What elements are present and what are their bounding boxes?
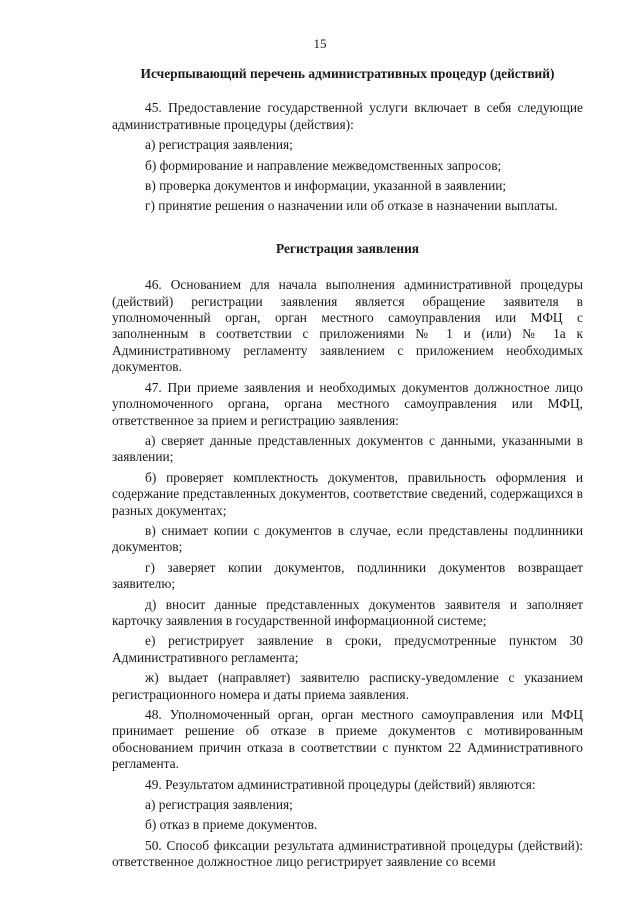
- paragraph-47-text: 47. При приеме заявления и необходимых документов должностное лицо уполномоченного органа, органа местного самоуправления или МФЦ, ответственное за прием и регистрацию заявления:: [112, 379, 583, 428]
- list-item: е) регистрирует заявление в сроки, предусмотренные пунктом 30 Административного регламента;: [112, 633, 583, 665]
- list-item: а) регистрация заявления;: [145, 797, 293, 813]
- section-heading-procedures: Исчерпывающий перечень административных процедур (действий): [140, 66, 555, 81]
- list-item: г) заверяет копии документов, подлинники документов возвращает заявителю;: [112, 559, 583, 592]
- list-item: б) формирование и направление межведомственных запросов;: [145, 157, 502, 173]
- list-item: а) регистрация заявления;: [145, 137, 293, 153]
- page-number: 15: [313, 36, 327, 51]
- list-item: в) снимает копии с документов в случае, если представлены подлинники документов;: [112, 522, 583, 555]
- list-item: б) проверяет комплектность документов, правильность оформления и содержание представленных документов, соответствие сведений, содержащихся в разных документах;: [112, 469, 583, 518]
- paragraph-45: [112, 100, 583, 214]
- list-item: а) сверяет данные представленных документов с данными, указанными в заявлении;: [112, 432, 583, 465]
- paragraph-49: [112, 777, 583, 834]
- list-item: б) отказ в приеме документов.: [145, 817, 318, 833]
- paragraph-45-text: 45. Предоставление государственной услуги включает в себя следующие административные процедуры (действия):: [112, 100, 583, 132]
- document-body: [112, 66, 583, 875]
- list-item: г) принятие решения о назначении или об отказе в назначении выплаты.: [145, 198, 558, 214]
- paragraph-50: 50. Способ фиксации результата административной процедуры (действий): ответственное должностное лицо регистрирует заявление со всеми: [112, 837, 583, 870]
- paragraph-48: 48. Уполномоченный орган, орган местного самоуправления или МФЦ принимает решение об отказе в приеме документов с мотивированным обоснованием причин отказа в соответствии с пунктом 22 Административного регламента.: [112, 707, 583, 772]
- list-item: д) вносит данные представленных документов заявителя и заполняет карточку заявления в государственной информационной системе;: [112, 596, 583, 628]
- paragraph-49-text: 49. Результатом административной процедуры (действий) являются:: [145, 776, 536, 792]
- paragraph-47: [112, 380, 583, 703]
- paragraph-46: 46. Основанием для начала выполнения административной процедуры (действий) регистрации заявления является обращение заявителя в уполномоченный орган, орган местного самоуправления или МФЦ с заполненным в соответствии с приложениями № 1 и (или) № 1а к Административному регламенту заявлением с приложением необходимых документов.: [112, 277, 583, 375]
- list-item: в) проверка документов и информации, указанной в заявлении;: [145, 178, 507, 194]
- section-heading-registration: Регистрация заявления: [275, 240, 420, 256]
- list-item: ж) выдает (направляет) заявителю расписку-уведомление с указанием регистрационного номера и даты приема заявления.: [112, 670, 583, 702]
